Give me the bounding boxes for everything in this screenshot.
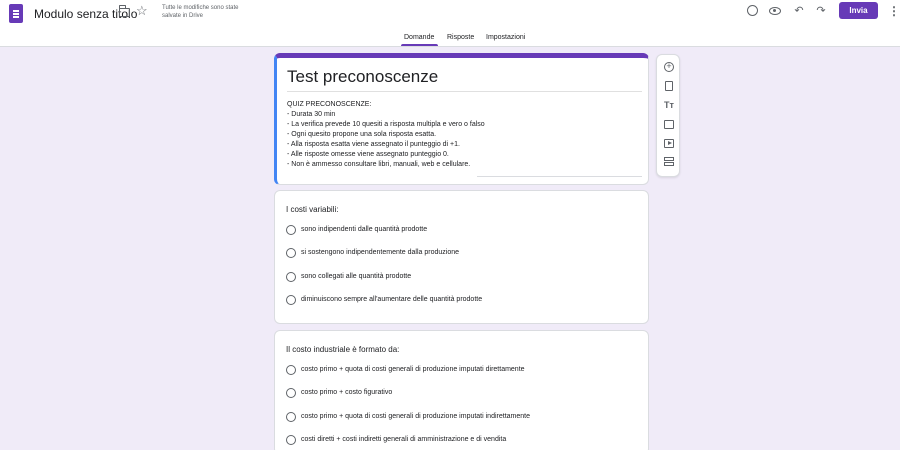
option-label: costo primo + costo figurativo	[301, 389, 393, 396]
side-toolbar	[656, 54, 680, 177]
folder-icon[interactable]	[119, 8, 130, 17]
option-label: costo primo + quota di costi generali di produzione imputati direttamente	[301, 366, 525, 373]
question-title: Il costo industriale è formato da:	[286, 345, 400, 354]
option-label: sono collegati alle quantità prodotte	[301, 273, 412, 280]
title-divider	[287, 91, 642, 92]
form-title[interactable]: Test preconoscenze	[287, 67, 439, 86]
add-video-icon[interactable]	[661, 136, 677, 152]
option-label: si sostengono indipendentemente dalla produzione	[301, 249, 460, 256]
import-questions-icon[interactable]	[661, 78, 677, 94]
send-button[interactable]: Invia	[839, 2, 878, 19]
tab-questions[interactable]: Domande	[404, 34, 435, 41]
star-icon[interactable]: ☆	[136, 3, 148, 18]
option-label: sono indipendenti dalle quantità prodotte	[301, 226, 428, 233]
palette-icon[interactable]	[745, 4, 759, 18]
radio-button[interactable]	[286, 295, 296, 305]
forms-icon[interactable]	[9, 4, 23, 23]
radio-button[interactable]	[286, 248, 296, 258]
add-question-icon[interactable]: +	[661, 59, 677, 75]
tab-responses[interactable]: Risposte	[447, 34, 475, 41]
redo-icon[interactable]: ↷	[816, 5, 826, 17]
radio-button[interactable]	[286, 225, 296, 235]
tab-settings[interactable]: Impostazioni	[486, 34, 526, 41]
eye-icon[interactable]	[768, 4, 782, 18]
active-tab-indicator	[401, 44, 438, 46]
save-status: Tutte le modifiche sono state salvate in Drive	[162, 5, 239, 19]
form-file-title[interactable]: Modulo senza titolo	[34, 7, 138, 21]
undo-icon[interactable]: ↶	[794, 5, 804, 17]
more-vert-icon[interactable]: ⋮	[888, 4, 900, 18]
add-title-icon[interactable]: Tт	[664, 100, 674, 110]
radio-button[interactable]	[286, 412, 296, 422]
top-bar	[0, 0, 900, 47]
question-card[interactable]	[274, 190, 649, 324]
form-header-card[interactable]	[274, 53, 649, 185]
radio-button[interactable]	[286, 272, 296, 282]
radio-button[interactable]	[286, 365, 296, 375]
question-title: I costi variabili:	[286, 205, 339, 214]
option-label: costi diretti + costi indiretti generali di amministrazione e di vendita	[301, 436, 507, 443]
radio-button[interactable]	[286, 388, 296, 398]
radio-button[interactable]	[286, 435, 296, 445]
option-label: diminuiscono sempre all'aumentare delle quantità prodotte	[301, 296, 483, 303]
option-label: costo primo + quota di costi generali di produzione imputati indirettamente	[301, 413, 530, 420]
question-card[interactable]	[274, 330, 649, 450]
add-image-icon[interactable]	[661, 117, 677, 133]
form-description[interactable]: QUIZ PRECONOSCENZE: - Durata 30 min - La verifica prevede 10 quesiti a risposta multipla e vero o falso - Ogni quesito propone una sola risposta esatta. - Alla risposta esatta viene assegnato il punteggio di +1. - Alle risposte omesse viene assegnato punteggio 0. - Non è ammesso consultare libri, manuali, web e cellulare.	[287, 101, 485, 168]
add-section-icon[interactable]	[661, 155, 677, 171]
description-divider	[477, 176, 642, 177]
